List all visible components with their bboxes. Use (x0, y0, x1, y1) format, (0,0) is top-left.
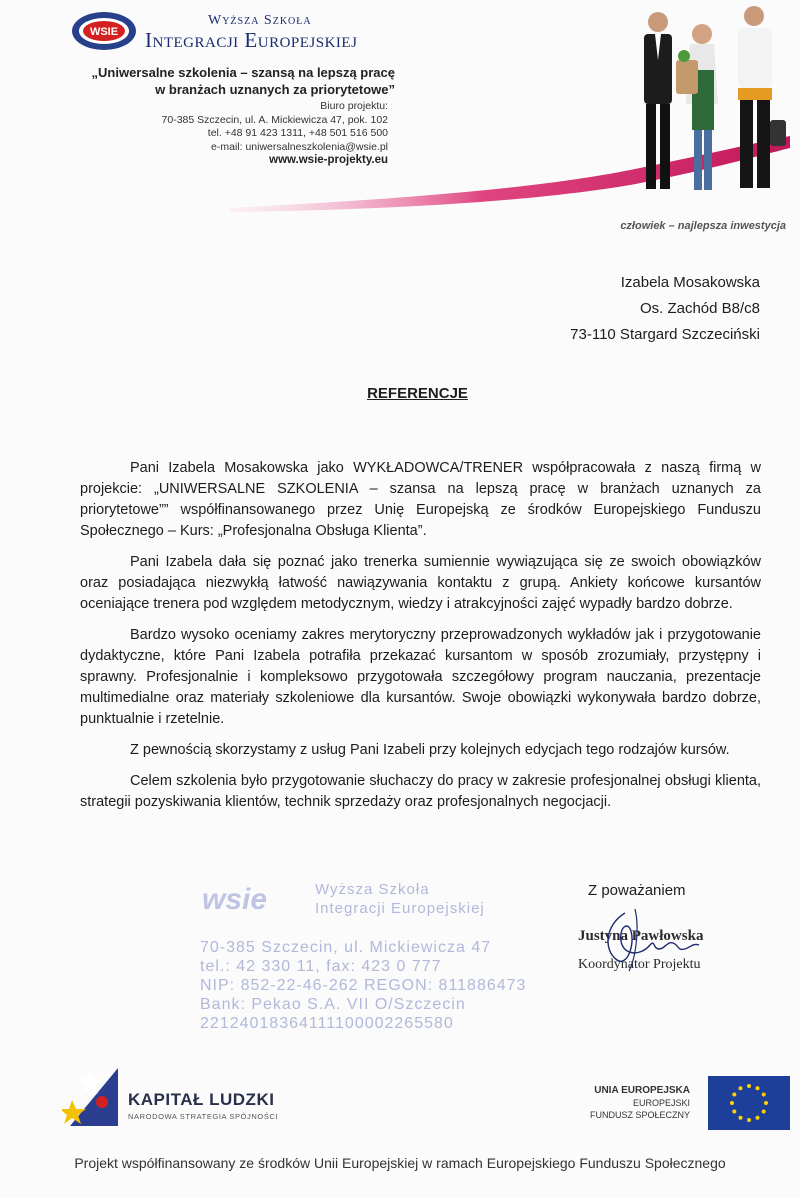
stamp-line: tel.: 42 330 11, fax: 423 0 777 (200, 958, 442, 975)
eu-star-icon (756, 1086, 760, 1090)
handwritten-signature-icon (595, 905, 705, 975)
cofinancing-note: Projekt współfinansowany ze środków Unii Europejskiej w ramach Europejskiego Funduszu Społecznego (74, 1155, 726, 1171)
closing-salutation: Z poważaniem (588, 882, 686, 899)
school-name-line1: Wyższa Szkoła (208, 13, 312, 28)
paragraph: Celem szkolenia było przygotowanie słuchaczy do pracy w zakresie profesjonalnej obsługi klienta, strategii pozyskiwania klientów, technik sprzedaży oraz profesjonalnych negocjacji. (80, 773, 761, 810)
recipient-city: 73-110 Stargard Szczeciński (570, 326, 760, 343)
paragraph: Bardzo wysoko oceniamy zakres merytoryczny przeprowadzonych wykładów jak i przygotowanie dydaktyczne, które Pani Izabela potrafiła przekazać kursantom w sposób zrozumiały, przystępny i sprawny. Profesjonalnie i kompleksowo przygotowała szczegółowy program nauczania, prezentacje multimedialne oraz materiały szkoleniowe dla kursantów. Swoje obowiązki wykonywała bardzo dobrze, punktualnie i rzetelnie. (80, 627, 761, 727)
paragraph: Pani Izabela Mosakowska jako WYKŁADOWCA/TRENER współpracowała z naszą firmą w projekcie: „UNIWERSALNE SZKOLENIA – szansa na lepszą pracę w branżach uznanych za priorytetowe”” współfinansowanego przez Unię Europejską ze środków Europejskiego Funduszu Społecznego – Kurs: „Profesjonalna Obsługa Klienta”. (80, 460, 761, 539)
paragraph: Z pewnością skorzystamy z usług Pani Izabeli przy kolejnych edycjach tego rodzajów kursów. (130, 742, 730, 758)
stamp-line: NIP: 852-22-46-262 REGON: 811886473 (200, 977, 527, 994)
stamp-line: Bank: Pekao S.A. VII O/Szczecin (200, 996, 466, 1013)
people-illustration-icon (620, 0, 800, 215)
wsie-logo-icon (70, 10, 138, 52)
eu-line2: EUROPEJSKI (632, 1098, 690, 1108)
eu-star-icon (762, 1093, 766, 1097)
motto-text: człowiek – najlepsza inwestycja (620, 220, 786, 232)
office-address: 70-385 Szczecin, ul. A. Mickiewicza 47, pok. 102 (161, 113, 388, 126)
letter-body (80, 458, 761, 813)
office-website: www.wsie-projekty.eu (269, 154, 388, 166)
kapital-ludzki-logo-icon (62, 1062, 118, 1126)
eu-star-icon (747, 1084, 751, 1088)
eu-star-icon (730, 1101, 734, 1105)
project-tagline (60, 64, 395, 98)
kapital-ludzki-subtitle: NARODOWA STRATEGIA SPÓJNOŚCI (128, 1112, 279, 1121)
recipient-address (570, 270, 760, 348)
eu-star-icon (762, 1110, 766, 1114)
signer-role: Koordynator Projektu (578, 957, 701, 972)
paragraph: Pani Izabela dała się poznać jako trenerka sumiennie wywiązująca się ze swoich obowiązków oraz posiadająca niezwykłą łatwość nawiązywania kontaktu z grupą. Ankiety końcowe kursantów oceniające trenera pod względem metodycznym, wiedzy i atrakcyjności zajęć wypadły bardzo dobrze. (80, 554, 761, 612)
signer-name: Justyna Pawłowska (578, 928, 704, 944)
recipient-street: Os. Zachód B8/c8 (639, 300, 760, 317)
tagline-line2: w branżach uznanych za priorytetowe” (155, 82, 395, 97)
stamp-line: 22124018364111100002265580 (200, 1015, 454, 1032)
eu-star-icon (756, 1116, 760, 1120)
stamp-logo: wsie (202, 883, 268, 916)
office-phone: tel. +48 91 423 1311, +48 501 516 500 (207, 127, 388, 139)
stamp-line: Integracji Europejskiej (315, 900, 485, 917)
logo-text: WSIE (89, 26, 119, 38)
stamp-line: Wyższa Szkoła (315, 881, 430, 898)
eu-star-icon (739, 1086, 743, 1090)
school-name-line2: Integracji Europejskiej (145, 28, 358, 52)
tagline-line1: „Uniwersalne szkolenia – szansą na lepszą pracę (91, 65, 395, 80)
eu-star-icon (732, 1093, 736, 1097)
eu-fund-label (590, 1085, 690, 1121)
kapital-ludzki-title: KAPITAŁ LUDZKI (128, 1090, 275, 1109)
eu-star-icon (739, 1116, 743, 1120)
eu-flag-icon (708, 1076, 790, 1130)
office-email: e-mail: uniwersalneszkolenia@wsie.pl (211, 140, 388, 153)
eu-line1: UNIA EUROPEJSKA (594, 1085, 690, 1096)
recipient-name: Izabela Mosakowska (620, 274, 760, 291)
eu-star-icon (764, 1101, 768, 1105)
eu-line3: FUNDUSZ SPOŁECZNY (589, 1110, 690, 1120)
eu-star-icon (747, 1118, 751, 1122)
company-stamp (200, 880, 527, 1033)
office-label: Biuro projektu: (320, 100, 388, 112)
stamp-line: 70-385 Szczecin, ul. Mickiewicza 47 (200, 939, 492, 956)
eu-star-icon (732, 1110, 736, 1114)
document-title: REFERENCJE (367, 385, 468, 402)
